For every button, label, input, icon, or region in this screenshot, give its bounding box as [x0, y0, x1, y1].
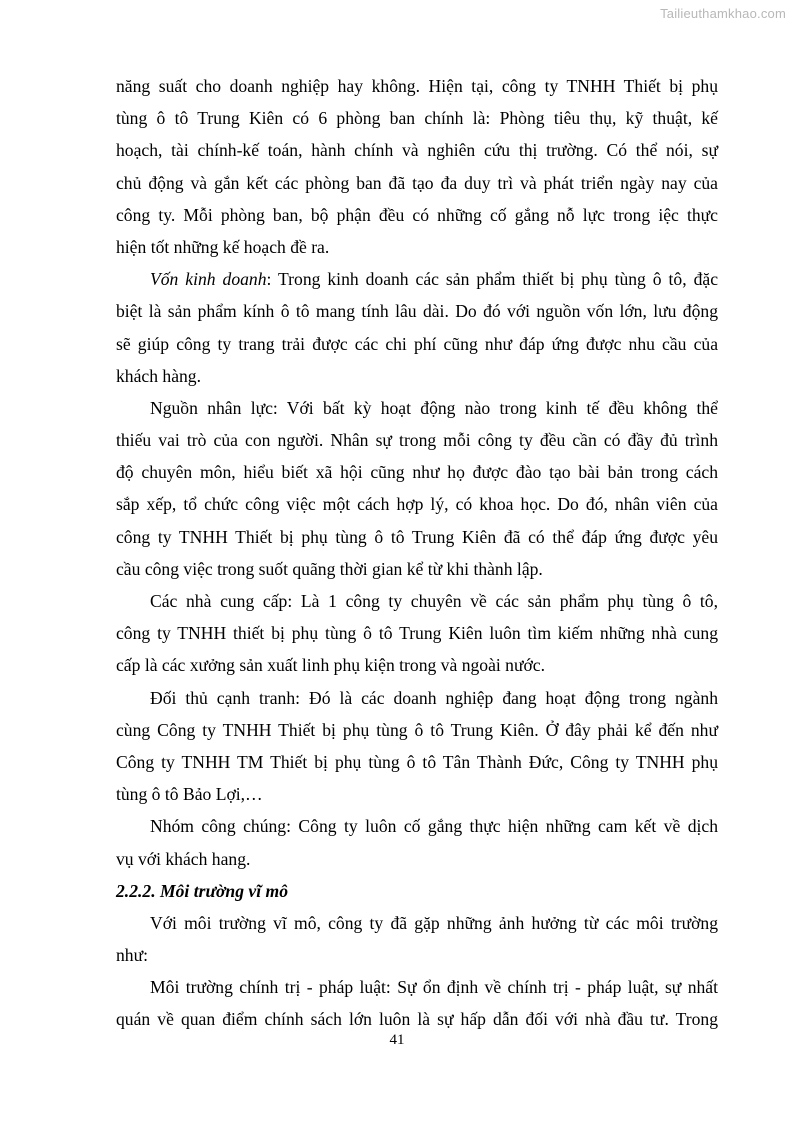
text-line — [116, 263, 718, 295]
text-line: Các nhà cung cấp: Là 1 công ty chuyên về các sản phẩm phụ tùng ô tô, — [150, 591, 718, 611]
term-business-capital: Vốn kinh doanh — [150, 269, 267, 290]
paragraph-public-groups — [116, 810, 718, 874]
document-body — [116, 70, 718, 1036]
paragraph-human-resources — [116, 392, 718, 585]
section-heading: 2.2.2. Môi trường vĩ mô — [116, 880, 288, 901]
page-number: 41 — [389, 1032, 405, 1048]
text-line: khách hàng. — [116, 365, 202, 386]
text-line: Đối thủ cạnh tranh: Đó là các doanh nghiệp đang hoạt động trong ngành — [150, 687, 718, 708]
text-line: Nguồn nhân lực: Với bất kỳ hoạt động nào trong kinh tế đều không thể — [150, 397, 718, 418]
text-line: sẽ giúp công ty trang trải được các chi phí cũng như đáp ứng được nhu cầu của — [116, 333, 718, 354]
text-line: công ty TNHH Thiết bị phụ tùng ô tô Trung Kiên đã có thể đáp ứng được yêu — [116, 526, 718, 547]
text-line: hoạch, tài chính-kế toán, hành chính và nghiên cứu thị trường. Có thể nói, sự — [116, 140, 718, 161]
text-span: : Trong kinh doanh các sản phẩm thiết bị phụ tùng ô tô, đặc — [266, 269, 718, 290]
text-line: Công ty TNHH TM Thiết bị phụ tùng ô tô Tân Thành Đức, Công ty TNHH phụ — [116, 751, 718, 772]
text-line: công ty TNHH thiết bị phụ tùng ô tô Trung Kiên luôn tìm kiếm những nhà cung — [116, 623, 718, 644]
text-line: thiếu vai trò của con người. Nhân sự trong mỗi công ty đều cần có đầy đủ trình — [116, 430, 718, 451]
text-line: hiện tốt những kế hoạch đề ra. — [116, 236, 330, 257]
text-line: quán về quan điểm chính sách lớn luôn là sự hấp dẫn đối với nhà đầu tư. Trong — [116, 1009, 718, 1030]
text-line: sắp xếp, tổ chức công việc một cách hợp lý, có khoa học. Do đó, nhân viên của — [116, 494, 718, 515]
paragraph-suppliers — [116, 585, 718, 682]
text-line: chủ động và gắn kết các phòng ban đã tạo đa duy trì và phát triển ngày nay của — [116, 172, 718, 193]
text-line: Môi trường chính trị - pháp luật: Sự ổn định về chính trị - pháp luật, sự nhất — [150, 977, 718, 998]
text-line: Với môi trường vĩ mô, công ty đã gặp những ảnh hưởng từ các môi trường — [150, 912, 718, 933]
text-line: tùng ô tô Bảo Lợi,… — [116, 784, 263, 805]
paragraph-business-capital — [116, 263, 718, 392]
text-line: công ty. Mỗi phòng ban, bộ phận đều có những cố gắng nỗ lực trong iệc thực — [116, 204, 718, 225]
paragraph-company-departments — [116, 70, 718, 263]
text-line: cấp là các xưởng sản xuất linh phụ kiện trong và ngoài nước. — [116, 655, 546, 676]
paragraph-political-legal — [116, 971, 718, 1035]
text-line: độ chuyên môn, hiểu biết xã hội cũng như họ được đào tạo bài bản trong cách — [116, 462, 718, 483]
text-line: biệt là sản phẩm kính ô tô mang tính lâu dài. Do đó với nguồn vốn lớn, lưu động — [116, 301, 718, 322]
paragraph-competitors — [116, 682, 718, 811]
paragraph-macro-intro — [116, 907, 718, 971]
text-line: cùng Công ty TNHH Thiết bị phụ tùng ô tô Trung Kiên. Ở đây phải kể đến như — [116, 719, 718, 740]
watermark-text: Tailieuthamkhao.com — [660, 6, 786, 21]
text-line: Nhóm công chúng: Công ty luôn cố gắng thực hiện những cam kết về dịch — [150, 816, 718, 837]
text-line: vụ với khách hang. — [116, 848, 251, 869]
text-line: năng suất cho doanh nghiệp hay không. Hiện tại, công ty TNHH Thiết bị phụ — [116, 76, 718, 96]
text-line: cầu công việc trong suốt quãng thời gian kể từ khi thành lập. — [116, 558, 543, 579]
text-line: như: — [116, 945, 149, 966]
text-line: tùng ô tô Trung Kiên có 6 phòng ban chính là: Phòng tiêu thụ, kỹ thuật, kế — [116, 108, 718, 129]
